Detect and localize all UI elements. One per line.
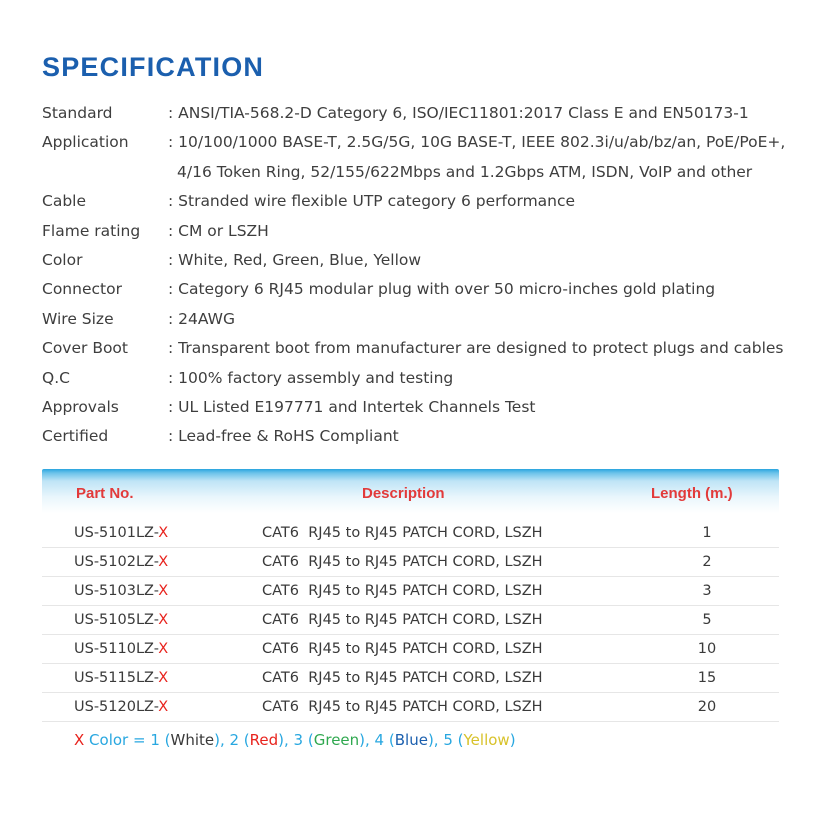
spec-row-wire-size bbox=[42, 305, 812, 334]
part-color-suffix: X bbox=[158, 670, 169, 686]
spec-value-line: : Stranded wire flexible UTP category 6 performance bbox=[168, 192, 576, 211]
part-color-suffix: X bbox=[158, 612, 169, 628]
legend-text: ), 2 ( bbox=[214, 731, 250, 749]
part-prefix: US-5105LZ- bbox=[74, 612, 159, 628]
color-code-legend bbox=[74, 731, 516, 749]
part-prefix: US-5101LZ- bbox=[74, 525, 159, 541]
spec-value-line: : Transparent boot from manufacturer are designed to protect plugs and cables bbox=[168, 339, 784, 358]
spec-row-cable bbox=[42, 187, 812, 216]
legend-white: White bbox=[170, 731, 215, 749]
spec-value bbox=[168, 364, 812, 393]
spec-value-line: 4/16 Token Ring, 52/155/622Mbps and 1.2Gbps ATM, ISDN, VoIP and other bbox=[177, 162, 753, 181]
part-color-suffix: X bbox=[158, 583, 169, 599]
part-number bbox=[74, 670, 168, 686]
spec-value bbox=[168, 275, 812, 304]
table-header bbox=[42, 469, 779, 513]
part-description: CAT6 RJ45 to RJ45 PATCH CORD, LSZH bbox=[262, 641, 543, 657]
spec-row-certified bbox=[42, 422, 812, 451]
spec-value bbox=[168, 246, 812, 275]
table-row bbox=[42, 664, 779, 693]
table-row bbox=[42, 519, 779, 548]
spec-value-line: : Lead-free & RoHS Compliant bbox=[168, 427, 399, 446]
legend-red: Red bbox=[249, 731, 279, 749]
legend-text: ), 4 ( bbox=[359, 731, 395, 749]
spec-value-line: : Category 6 RJ45 modular plug with over 50 micro-inches gold plating bbox=[168, 280, 716, 299]
part-prefix: US-5102LZ- bbox=[74, 554, 159, 570]
spec-list bbox=[42, 99, 812, 452]
spec-label: Color bbox=[42, 251, 83, 270]
part-description: CAT6 RJ45 to RJ45 PATCH CORD, LSZH bbox=[262, 612, 543, 628]
spec-row-cover-boot bbox=[42, 334, 812, 363]
spec-value bbox=[168, 422, 812, 451]
spec-value bbox=[168, 393, 812, 422]
part-length: 1 bbox=[702, 525, 712, 541]
part-prefix: US-5120LZ- bbox=[74, 699, 159, 715]
header-length: Length (m.) bbox=[651, 485, 733, 502]
legend-green: Green bbox=[313, 731, 360, 749]
spec-label: Wire Size bbox=[42, 309, 114, 328]
spec-value bbox=[168, 99, 812, 128]
part-prefix: US-5115LZ- bbox=[74, 670, 159, 686]
part-color-suffix: X bbox=[158, 525, 169, 541]
part-color-suffix: X bbox=[158, 699, 169, 715]
part-prefix: US-5110LZ- bbox=[74, 641, 159, 657]
table-body bbox=[42, 519, 779, 722]
spec-value bbox=[168, 217, 812, 246]
part-description: CAT6 RJ45 to RJ45 PATCH CORD, LSZH bbox=[262, 525, 543, 541]
spec-label: Cover Boot bbox=[42, 339, 128, 358]
part-number bbox=[74, 525, 168, 541]
spec-value-line: : CM or LSZH bbox=[168, 221, 269, 240]
spec-label: Standard bbox=[42, 104, 113, 122]
spec-label: Q.C bbox=[42, 368, 70, 387]
spec-value-line: : 10/100/1000 BASE-T, 2.5G/5G, 10G BASE-T, IEEE 802.3i/u/ab/bz/an, PoE/PoE+, bbox=[168, 133, 786, 152]
header-part-no: Part No. bbox=[76, 485, 134, 502]
legend-x: X bbox=[74, 731, 85, 749]
spec-value-line: : White, Red, Green, Blue, Yellow bbox=[168, 251, 422, 270]
spec-value bbox=[168, 334, 812, 363]
part-color-suffix: X bbox=[158, 554, 169, 570]
table-row bbox=[42, 693, 779, 722]
part-length: 3 bbox=[702, 583, 712, 599]
spec-label: Connector bbox=[42, 280, 122, 299]
spec-label: Application bbox=[42, 133, 129, 152]
table-row bbox=[42, 606, 779, 635]
table-row bbox=[42, 548, 779, 577]
spec-row-standard bbox=[42, 99, 812, 128]
spec-label: Approvals bbox=[42, 398, 119, 417]
part-length: 15 bbox=[697, 670, 717, 686]
spec-row-connector bbox=[42, 275, 812, 304]
part-number bbox=[74, 554, 168, 570]
part-length: 10 bbox=[697, 641, 717, 657]
legend-blue: Blue bbox=[394, 731, 428, 749]
legend-text: Color = 1 ( bbox=[84, 731, 171, 749]
part-table bbox=[42, 469, 779, 722]
part-description: CAT6 RJ45 to RJ45 PATCH CORD, LSZH bbox=[262, 699, 543, 715]
page-title: SPECIFICATION bbox=[42, 52, 265, 82]
legend-text: ), 3 ( bbox=[278, 731, 314, 749]
spec-row-application bbox=[42, 128, 812, 187]
part-length: 20 bbox=[697, 699, 717, 715]
spec-row-color bbox=[42, 246, 812, 275]
legend-text: ), 5 ( bbox=[427, 731, 464, 749]
part-length: 5 bbox=[702, 612, 712, 628]
legend-yellow: Yellow bbox=[463, 731, 510, 749]
part-number bbox=[74, 583, 168, 599]
part-description: CAT6 RJ45 to RJ45 PATCH CORD, LSZH bbox=[262, 554, 543, 570]
table-row bbox=[42, 577, 779, 606]
part-color-suffix: X bbox=[158, 641, 169, 657]
legend-text: ) bbox=[509, 731, 516, 749]
spec-value-line: : 24AWG bbox=[168, 309, 235, 328]
part-number bbox=[74, 612, 168, 628]
header-description: Description bbox=[362, 485, 445, 502]
spec-row-flame-rating bbox=[42, 217, 812, 246]
part-number bbox=[74, 641, 168, 657]
spec-label: Flame rating bbox=[42, 221, 141, 240]
spec-label: Cable bbox=[42, 192, 87, 211]
spec-value bbox=[168, 128, 812, 187]
part-description: CAT6 RJ45 to RJ45 PATCH CORD, LSZH bbox=[262, 670, 543, 686]
spec-value-line: : UL Listed E197771 and Intertek Channels Test bbox=[168, 398, 536, 417]
spec-value-line: : 100% factory assembly and testing bbox=[168, 368, 454, 387]
table-row bbox=[42, 635, 779, 664]
part-prefix: US-5103LZ- bbox=[74, 583, 159, 599]
spec-label: Certified bbox=[42, 427, 109, 446]
part-description: CAT6 RJ45 to RJ45 PATCH CORD, LSZH bbox=[262, 583, 543, 599]
part-length: 2 bbox=[702, 554, 712, 570]
spec-value-line: : ANSI/TIA-568.2-D Category 6, ISO/IEC11801:2017 Class E and EN50173-1 bbox=[168, 104, 749, 122]
part-number bbox=[74, 699, 168, 715]
spec-value bbox=[168, 187, 812, 216]
spec-value bbox=[168, 305, 812, 334]
spec-row-qc bbox=[42, 364, 812, 393]
spec-row-approvals bbox=[42, 393, 812, 422]
